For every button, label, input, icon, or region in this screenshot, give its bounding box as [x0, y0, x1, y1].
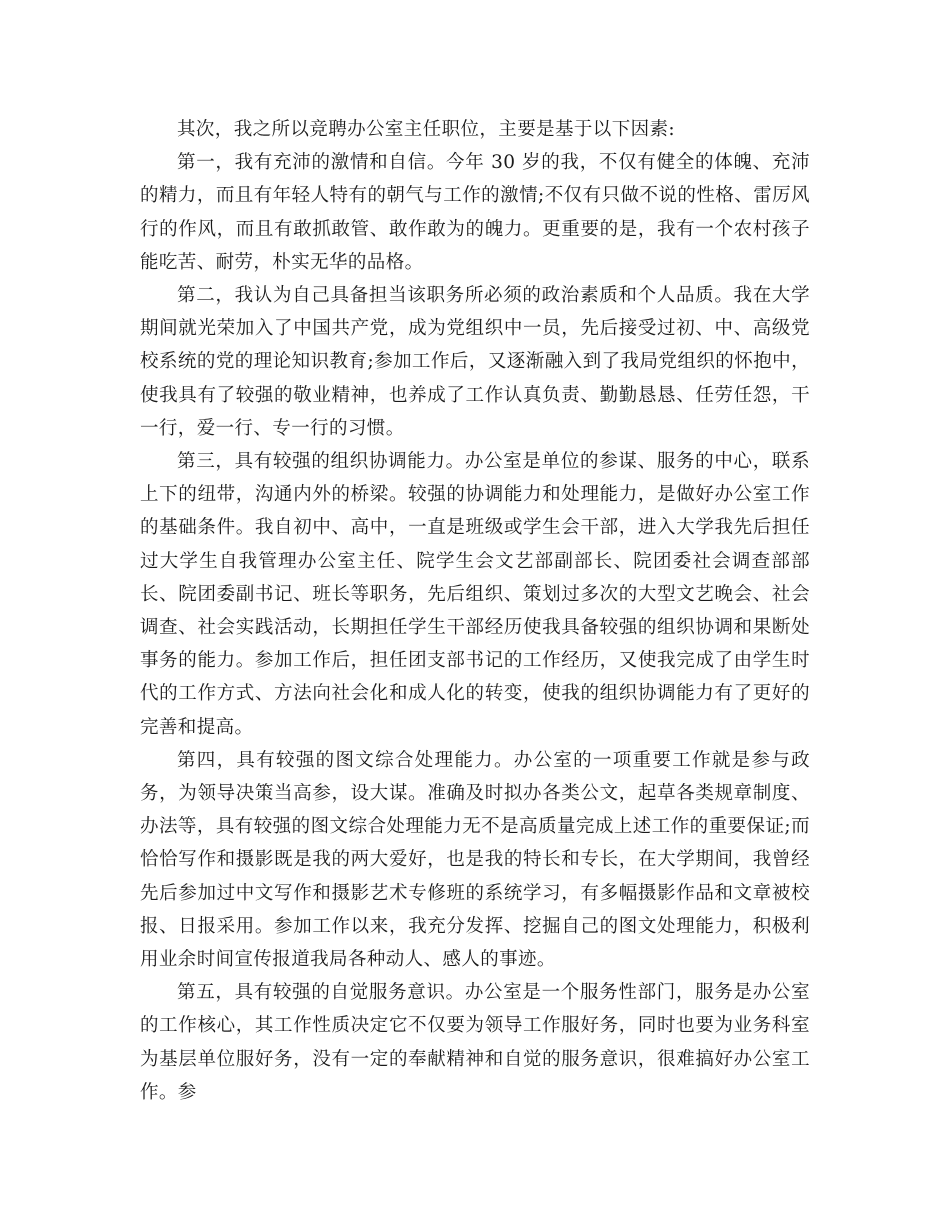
paragraph-fifth: 第五，具有较强的自觉服务意识。办公室是一个服务性部门，服务是办公室的工作核心，其工作性质决定它不仅要为领导工作服好务，同时也要为业务科室为基层单位服好务，没有一定的奉献精神和自觉的服务意识，很难搞好办公室工作。参	[140, 982, 810, 1103]
paragraph-second: 第二，我认为自己具备担当该职务所必须的政治素质和个人品质。我在大学期间就光荣加入了中国共产党，成为党组织中一员，先后接受过初、中、高级党校系统的党的理论知识教育;参加工作后，又逐渐融入到了我局党组织的怀抱中，使我具有了较强的敬业精神，也养成了工作认真负责、勤勤恳恳、任劳任怨，干一行，爱一行、专一行的习惯。	[140, 285, 810, 439]
paragraph-intro: 其次，我之所以竞聘办公室主任职位，主要是基于以下因素:	[177, 119, 676, 140]
paragraph-fourth: 第四，具有较强的图文综合处理能力。办公室的一项重要工作就是参与政务，为领导决策当高参，设大谋。准确及时拟办各类公文，起草各类规章制度、办法等，具有较强的图文综合处理能力无不是高质量完成上述工作的重要保证;而恰恰写作和摄影既是我的两大爱好，也是我的特长和专长，在大学期间，我曾经先后参加过中文写作和摄影艺术专修班的系统学习，有多幅摄影作品和文章被校报、日报采用。参加工作以来，我充分发挥、挖掘自己的图文处理能力，积极利用业余时间宣传报道我局各种动人、感人的事迹。	[140, 749, 810, 971]
paragraph-third: 第三，具有较强的组织协调能力。办公室是单位的参谋、服务的中心，联系上下的纽带，沟通内外的桥梁。较强的协调能力和处理能力，是做好办公室工作的基础条件。我自初中、高中，一直是班级或学生会干部，进入大学我先后担任过大学生自我管理办公室主任、院学生会文艺部副部长、院团委社会调查部部长、院团委副书记、班长等职务，先后组织、策划过多次的大型文艺晚会、社会调查、社会实践活动，长期担任学生干部经历使我具备较强的组织协调和果断处事务的能力。参加工作后，担任团支部书记的工作经历，又使我完成了由学生时代的工作方式、方法向社会化和成人化的转变，使我的组织协调能力有了更好的完善和提高。	[140, 451, 810, 738]
paragraph-first: 第一，我有充沛的激情和自信。今年 30 岁的我，不仅有健全的体魄、充沛的精力，而且有年轻人特有的朝气与工作的激情;不仅有只做不说的性格、雷厉风行的作风，而且有敢抓敢管、敢作敢为的魄力。更重要的是，我有一个农村孩子能吃苦、耐劳，朴实无华的品格。	[140, 152, 810, 273]
document-body	[140, 113, 810, 1109]
